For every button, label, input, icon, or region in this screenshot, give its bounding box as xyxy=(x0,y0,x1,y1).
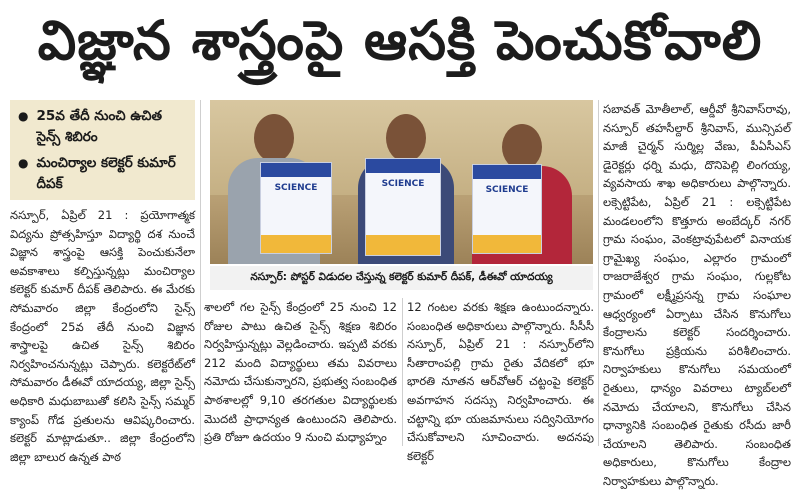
highlight-text: 25వ తేదీ నుంచి ఉచిత సైన్స్ శిబిరం xyxy=(36,108,162,145)
photo-caption: నస్పూర్: పోస్టర్ విడుదల చేస్తున్న కలెక్టర్ కుమార్ దీపక్, డీఈవో యాదయ్య xyxy=(210,266,593,290)
bullet-icon: ● xyxy=(18,156,29,170)
bullet-icon: ● xyxy=(18,109,29,123)
column-text: 12 గంటల వరకు శిక్షణ ఉంటుందన్నారు. సంబంధిత అధికారులు పాల్గొన్నారు. సీసీసీ నస్పూర్, ఏప్రిల్ 21 : నస్పూర్‌లోని సీతారాంపల్లి గ్రామ రైతు వేదికలో భూ భారతి నూతన ఆర్‌వోఆర్ చట్టంపై కలెక్టర్ అవగాహన సదస్సు నిర్వహించారు. ఈ చట్టాన్ని భూ యజమానులు సద్వినియోగం చేసుకోవాలని సూచించారు. అదనపు కలెక్టర్ xyxy=(407,300,594,463)
article-column-3 xyxy=(407,298,594,465)
article-column-2 xyxy=(204,298,397,447)
highlight-item xyxy=(18,106,187,148)
column-divider xyxy=(200,100,201,446)
column-text: శాలలో గల సైన్స్ కేంద్రంలో 25 నుంచి 12 రోజుల పాటు ఉచిత సైన్స్ శిక్షణ శిబిరం నిర్వహిస్తున్నట్లు వెల్లడించారు. ఇప్పటి వరకు 212 మంది విద్యార్థులు తమ వివరాలు నమోదు చేసుకున్నారని, ప్రభుత్వ సంబంధిత పాఠశాలల్లో 9,10 తరగతుల విద్యార్థులకు మొదటి ప్రాధాన్యత ఉంటుందని తెలిపారు. ప్రతి రోజూ ఉదయం 9 నుంచి మధ్యాహ్నం xyxy=(204,300,397,445)
column-divider xyxy=(598,100,599,446)
article-column-4 xyxy=(603,100,791,490)
headline: విజ్ఞాన శాస్త్రంపై ఆసక్తి పెంచుకోవాలి xyxy=(37,8,763,72)
column-text: సబావత్ మోతీలాల్, ఆర్డీవో శ్రీనివాస్‌రావు, నస్పూర్ తహసీల్దార్ శ్రీనివాస్, మున్సిపల్ మాజీ చైర్మన్ సుర్మిల్ల వేణు, పీఏసీఎస్ డైరెక్టర్లు ధర్ని మధు, దొనిపెల్లి లింగయ్య, వ్యవసాయ శాఖ అధికారులు పాల్గొన్నారు. లక్సెట్టిపేట, ఏప్రిల్ 21 : లక్సెట్టిపేట మండలంలోని కొత్తూరు అంబేద్కర్ నగర్ గ్రామ సంఘం, వెంకట్రావుపేటలో వినాయక గ్రామైఖ్య సంఘం, ఎల్లారం గ్రామంలో రాజరాజేశ్వర గ్రామ సంఘం, గుల్లకోట గ్రామంలో లక్ష్మీప్రసన్న గ్రామ సంఘాల ఆధ్వర్యంలో ఏర్పాటు చేసిన కొనుగోలు కేంద్రాలను కలెక్టర్ సందర్శించారు. కొనుగోలు ప్రక్రియను పరిశీలించారు. నిర్వాహకులు కొనుగోలు సమయంలో రైతులు, ధాన్యం వివరాలు ట్యాబ్‌లలో నమోదు చేయాలని, కొనుగోలు చేసిన ధాన్యానికి సంబంధిత రైతుకు రసీదు జారీ చేయాలని తెలిపారు. సంబంధిత అధికారులు, కొనుగోలు కేంద్రాల నిర్వాహకులు పాల్గొన్నారు. xyxy=(603,102,791,488)
highlight-item xyxy=(18,153,187,195)
science-poster: SCIENCE xyxy=(365,158,441,256)
science-poster: SCIENCE xyxy=(260,162,332,254)
column-divider xyxy=(402,298,403,446)
news-photo xyxy=(210,100,593,264)
highlights-box xyxy=(10,100,195,200)
science-poster: SCIENCE xyxy=(472,164,542,254)
highlight-text: మంచిర్యాల కలెక్టర్ కుమార్ దీపక్ xyxy=(36,155,176,192)
column-text: నస్పూర్, ఏప్రిల్ 21 : ప్రయోగాత్మక విద్యను ప్రోత్సహిస్తూ విద్యార్థి దశ నుంచే విజ్ఞాన శాస్త్రంపై ఆసక్తి పెంచుకునేలా అవకాశాలు కల్పిస్తున్నట్లు మంచిర్యాల కలెక్టర్ కుమార్ దీపక్ తెలిపారు. ఈ మేరకు సోమవారం జిల్లా కేంద్రంలోని సైన్స్ కేంద్రంలో 25వ తేదీ నుంచి విజ్ఞాన శాస్త్రాలపై ఉచిత సైన్స్ శిబిరం నిర్వహించనున్నట్లు చెప్పారు. కలెక్టరేట్‌లో సోమవారం డీఈవో యాదయ్య, జిల్లా సైన్స్ అధికారి మధుబాబుతో కలిసి సైన్స్ సమ్మర్ క్యాంప్ గోడ ప్రతులను ఆవిష్కరించారు. కలెక్టర్ మాట్లాడుతూ.. జిల్లా కేంద్రంలోని జిల్లా బాలుర ఉన్నత పాఠ xyxy=(10,208,195,464)
article-column-1 xyxy=(10,206,195,466)
